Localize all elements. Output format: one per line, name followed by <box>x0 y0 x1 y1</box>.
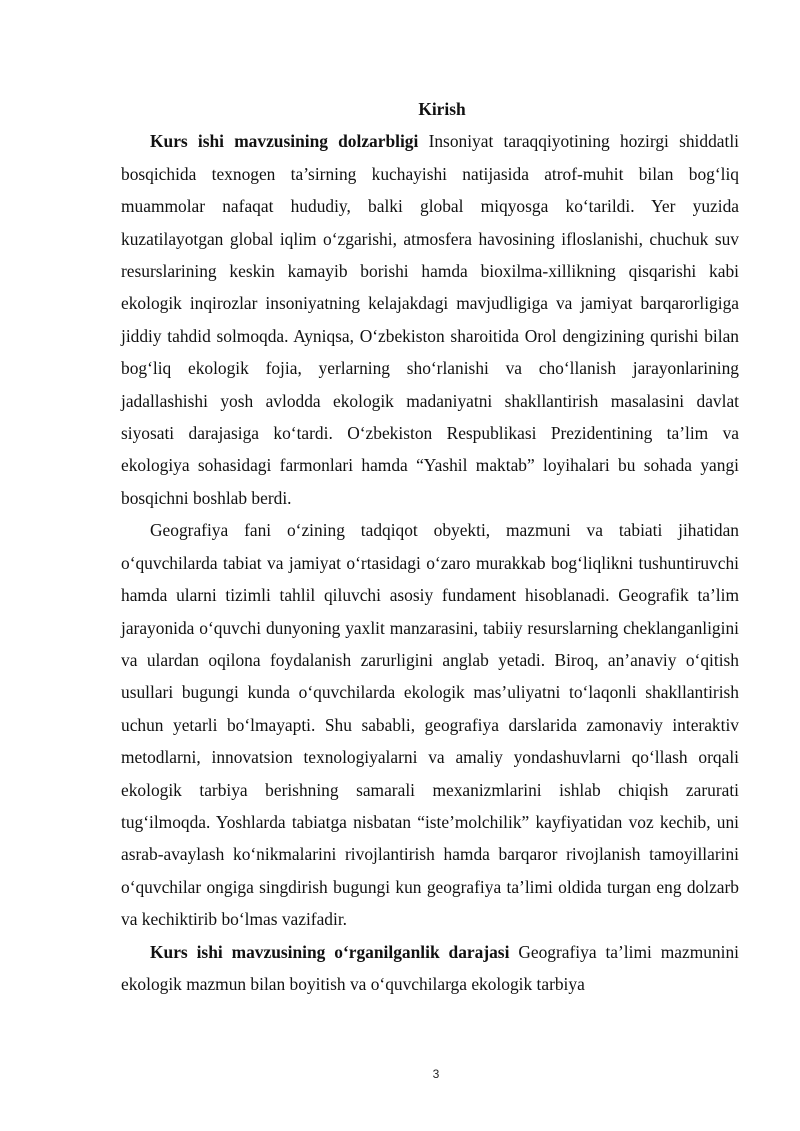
page-number: 3 <box>432 1067 440 1081</box>
paragraph-text-relevance: Insoniyat taraqqiyotining hozirgi shiddatli bosqichida texnogen ta’sirning kuchayishi natijasida atrof-muhit bilan bog‘liq muammolar nafaqat hududiy, balki global miqyosga ko‘tarildi. Yer yuzida kuzatilayotgan global iqlim o‘zgarishi, atmosfera havosining ifloslanishi, chuchuk suv resurslarining keskin kamayib borishi hamda bioxilma-xillikning qisqarishi kabi ekologik inqirozlar insoniyatning kelajakdagi mavjudligiga va jamiyat barqarorligiga jiddiy tahdid solmoqda. Ayniqsa, O‘zbekiston sharoitida Orol dengizining qurishi bilan bog‘liq ekologik fojia, yerlarning sho‘rlanishi va cho‘llanish jarayonlarining jadallashishi yosh avlodda ekologik madaniyatni shakllantirish masalasini davlat siyosati darajasiga ko‘tardi. O‘zbekiston Respublikasi Prezidentining ta’lim va ekologiya sohasidagi farmonlari hamda “Yashil maktab” loyihalari bu sohada yangi bosqichni boshlab berdi. <box>121 131 739 508</box>
paragraph-text-study-degree: Geografiya ta’limi mazmunini ekologik mazmun bilan boyitish va o‘quvchilarga ekologik tarbiya <box>121 941 739 994</box>
paragraph-study-degree <box>121 936 739 1001</box>
paragraph-geography <box>121 514 739 935</box>
paragraph-text-geography: Geografiya fani o‘zining tadqiqot obyekti, mazmuni va tabiati jihatidan o‘quvchilarda tabiat va jamiyat o‘rtasidagi o‘zaro murakkab bog‘liqlikni tushuntiruvchi hamda ularni tizimli tahlil qiluvchi asosiy fundament hisoblanadi. Geografik ta’lim jarayonida o‘quvchi dunyoning yaxlit manzarasini, tabiiy resurslarning cheklanganligini va ulardan oqilona foydalanish zarurligini anglab yetadi. Biroq, an’anaviy o‘qitish usullari bugungi kunda o‘quvchilarda ekologik mas’uliyatni to‘laqonli shakllantirish uchun yetarli bo‘lmayapti. Shu sababli, geografiya darslarida zamonaviy interaktiv metodlarni, innovatsion texnologiyalarni va amaliy yondashuvlarni qo‘llash orqali ekologik tarbiya berishning samarali mexanizmlarini ishlab chiqish zarurati tug‘ilmoqda. Yoshlarda tabiatga nisbatan “iste’molchilik” kayfiyatidan voz kechib, uni asrab-avaylash ko‘nikmalarini rivojlantirish hamda barqaror rivojlanish tamoyillarini o‘quvchilar ongiga singdirish bugungi kun geografiya ta’limi oldida turgan eng dolzarb va kechiktirib bo‘lmas vazifadir. <box>121 520 739 930</box>
document-body <box>121 93 739 1000</box>
paragraph-relevance <box>121 125 739 514</box>
section-title: Kirish <box>418 99 466 119</box>
paragraph-lead-relevance: Kurs ishi mavzusining dolzarbligi <box>150 131 419 152</box>
paragraph-lead-study-degree: Kurs ishi mavzusining o‘rganilganlik darajasi <box>150 941 510 962</box>
